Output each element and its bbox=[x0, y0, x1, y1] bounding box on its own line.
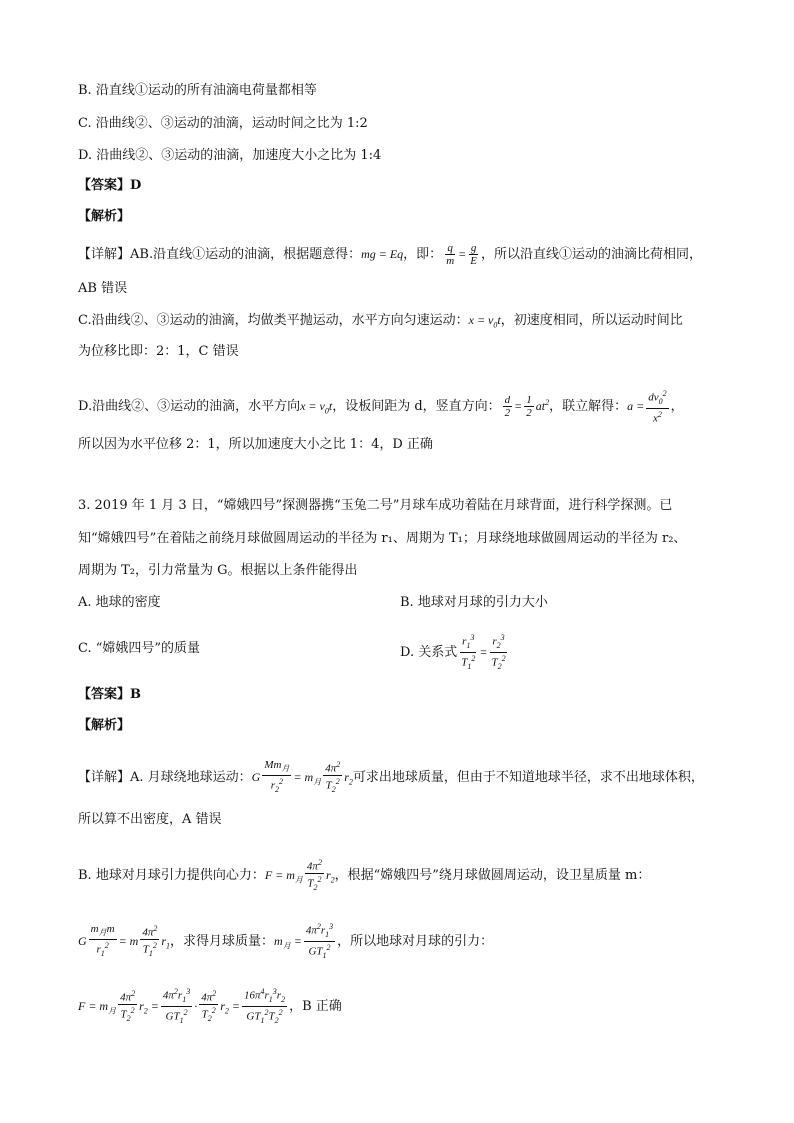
answer-q2: 【答案】D bbox=[78, 178, 142, 193]
option-a-q3: A. 地球的密度 bbox=[78, 595, 161, 610]
detail-b3-q3-line: $F = m_月$ $\frac{4\pi^2}{T_2^2}$ $r_2$ = $\frac{4\pi^2r_1^3}{GT_1^2}$ · $\frac{4\pi^2}{T_2^2}$ $r_2$ = $\frac{16\pi^4r_1^3r_2}{GT_1^2T_2^2}$ ，B 正确 bbox=[78, 987, 342, 1025]
option-b-q2: B. 沿直线①运动的所有油滴电荷量都相等 bbox=[78, 83, 317, 98]
q3-stem-1: 3. 2019 年 1 月 3 日，“嫦娥四号”探测器携“玉兔二号”月球车成功着陆在月球背面，进行科学探测。已 bbox=[78, 498, 673, 513]
detail-ab-mid: ，即： bbox=[403, 247, 443, 262]
detail-ab-line: 【详解】AB.沿直线①运动的油滴，根据题意得：mg = Eq，即： $\frac{q}{m}$ = $\frac{g}{E}$ ，所以沿直线①运动的油滴比荷相同， bbox=[78, 242, 702, 267]
q3-stem-3: 周期为 T₂，引力常量为 G。根据以上条件能得出 bbox=[78, 563, 358, 578]
q3-stem-2: 知“嫦娥四号”在着陆之前绕月球做圆周运动的半径为 r₁、周期为 T₁；月球绕地球做圆周运动的半径为 r₂、 bbox=[78, 531, 687, 546]
detail-d-text: D.沿曲线②、③运动的油滴，水平方向 bbox=[78, 398, 301, 414]
option-d-q2: D. 沿曲线②、③运动的油滴，加速度大小之比为 1:4 bbox=[78, 148, 382, 163]
detail-b-q3-text: B. 地球对月球引力提供向心力： bbox=[78, 867, 265, 883]
option-c-q2: C. 沿曲线②、③运动的油滴，运动时间之比为 1:2 bbox=[78, 116, 368, 131]
analysis-heading-q3: 【解析】 bbox=[78, 718, 131, 733]
detail-d-mid2: ，联立解得： bbox=[549, 398, 628, 414]
answer-q3: 【答案】B bbox=[78, 687, 141, 702]
option-d-q3: D. 关系式 $\frac{r_1^3}{T_1^2}$ = $\frac{r_2^3}{T_2^2}$ bbox=[400, 633, 506, 671]
detail-ab-post: ，所以沿直线①运动的油滴比荷相同， bbox=[480, 247, 702, 262]
detail-b-q3-line: B. 地球对月球引力提供向心力：$F = m_月$ $\frac{4\pi^2}{T_2^2}$ $r_2$，根据“嫦娥四号”绕月球做圆周运动，设卫星质量 m： bbox=[78, 858, 651, 892]
detail-b2-q3-line: G $\frac{m_月m}{r_1^2}$ = m $\frac{4\pi^2}{T_1^2}$ $r_1$，求得月球质量：$m_月$ = $\frac{4\pi^2r_1^3}{GT_1^2}$ ，所以地球对月球的引力： bbox=[78, 922, 494, 960]
detail-c-end: 为位移比即：2：1，C 错误 bbox=[78, 344, 239, 359]
detail-b2-q3-post: ，所以地球对月球的引力： bbox=[337, 933, 494, 949]
analysis-heading-q2: 【解析】 bbox=[78, 209, 131, 224]
detail-b3-q3-post: ，B 正确 bbox=[289, 998, 342, 1014]
option-b-q3: B. 地球对月球的引力大小 bbox=[400, 595, 548, 610]
detail-a-q3-line: 【详解】A. 月球绕地球运动：G $\frac{Mm_月}{r_2^2}$ = $m_月$ $\frac{4\pi^2}{T_2^2}$ $r_2$可求出地球质量，但由于不知道地球半径，求不出地球体积， bbox=[78, 759, 704, 795]
detail-b-q3-post: ，根据“嫦娥四号”绕月球做圆周运动，设卫星质量 m： bbox=[334, 867, 651, 883]
detail-ab-text: 【详解】AB.沿直线①运动的油滴，根据题意得： bbox=[78, 247, 362, 262]
detail-c-post: ，初速度相同，所以运动时间比 bbox=[500, 313, 683, 328]
option-c-q3: C. “嫦娥四号”的质量 bbox=[78, 641, 201, 656]
detail-b2-q3-mid: ，求得月球质量： bbox=[170, 933, 275, 949]
detail-a-q3-post: 可求出地球质量，但由于不知道地球半径，求不出地球体积， bbox=[352, 770, 704, 786]
detail-d-line: D.沿曲线②、③运动的油滴，水平方向$x = v_0t$，设板间距为 d，竖直方向： $\frac{d}{2}$ = $\frac{1}{2}$ $at^2$，联立解得：a = $\frac{dv_0^2}{x^2}$ ， bbox=[78, 389, 684, 425]
detail-a-q3-end: 所以算不出密度，A 错误 bbox=[78, 812, 222, 827]
detail-c-text: C.沿曲线②、③运动的油滴，均做类平抛运动，水平方向匀速运动： bbox=[78, 313, 469, 328]
detail-d-end: 所以因为水平位移 2：1，所以加速度大小之比 1：4，D 正确 bbox=[78, 437, 433, 452]
detail-ab-end: AB 错误 bbox=[78, 281, 128, 296]
detail-c-line: C.沿曲线②、③运动的油滴，均做类平抛运动，水平方向匀速运动：$x = v_0t$，初速度相同，所以运动时间比 bbox=[78, 313, 683, 330]
detail-d-mid1: ，设板间距为 d，竖直方向： bbox=[332, 398, 501, 414]
detail-a-q3-text: 【详解】A. 月球绕地球运动： bbox=[78, 770, 252, 786]
option-d-q3-label: D. 关系式 bbox=[400, 644, 458, 660]
